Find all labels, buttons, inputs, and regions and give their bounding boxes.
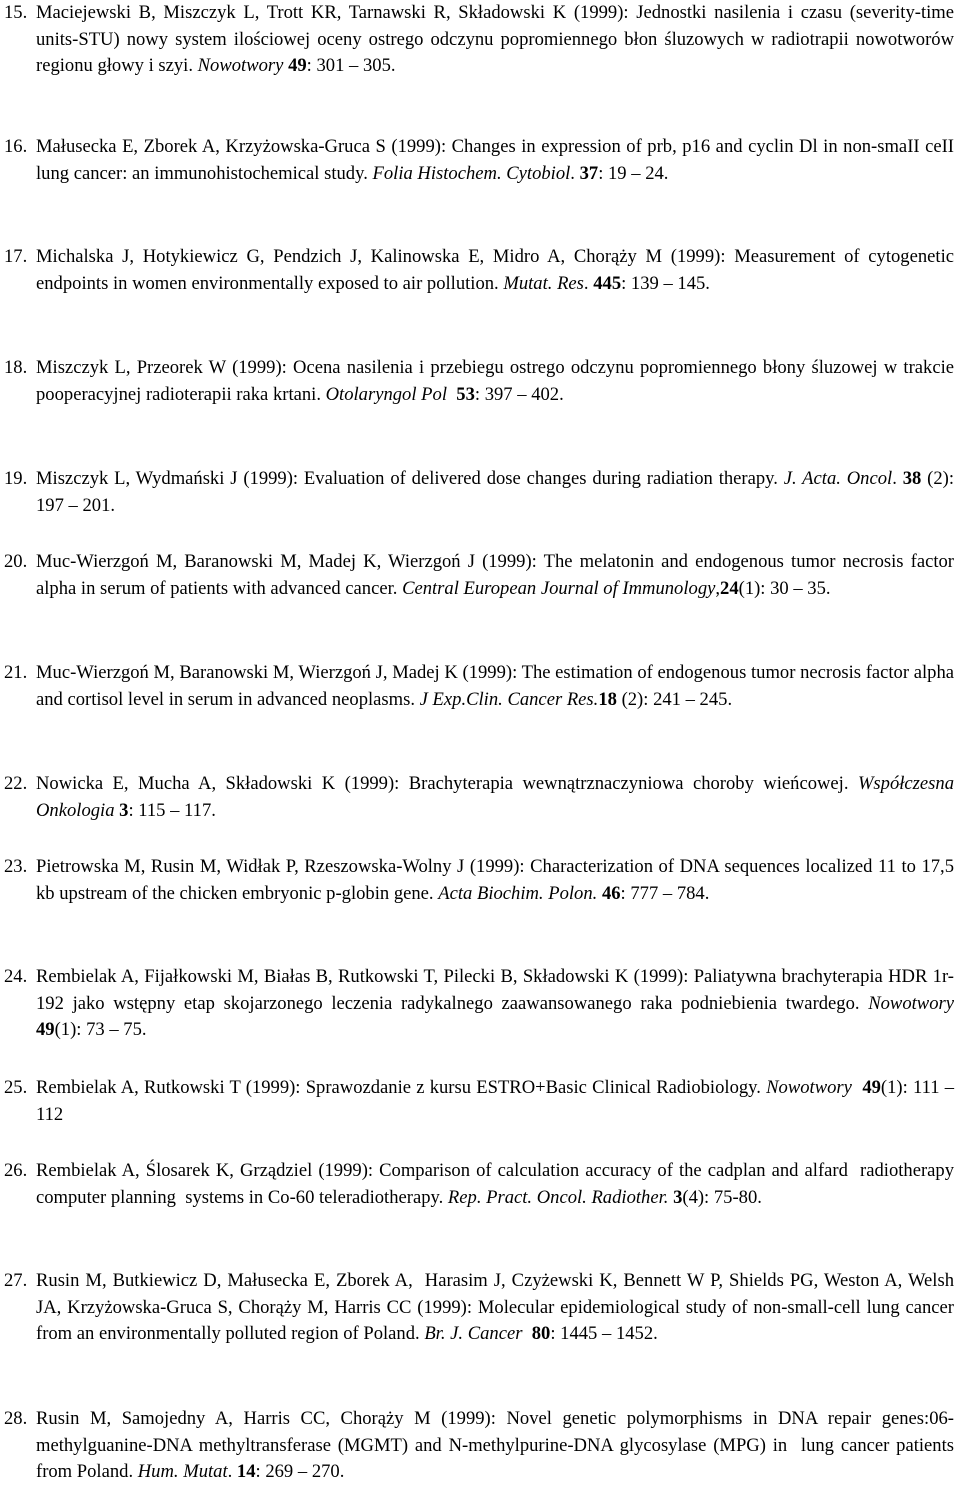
- citation-text: Rusin M, Samojedny A, Harris CC, Chorąży M (1999): Novel genetic polymorphisms in DNA repair genes:06-methylguanine-DNA methyltransferase (MGMT) and N-methylpurine-DNA glycosylase (MPG) in lung cancer patients from Poland.: [36, 1408, 959, 1482]
- reference-text: [36, 134, 959, 187]
- reference-text: [36, 1406, 959, 1486]
- citation-text: .: [583, 272, 594, 294]
- citation-text: (1): 73 – 75.: [54, 1019, 147, 1040]
- citation-text: (1): 30 – 35.: [738, 577, 831, 599]
- citation-text: .: [892, 468, 903, 489]
- volume-number: 3: [119, 799, 129, 821]
- citation-text: [447, 384, 456, 405]
- citation-text: Pietrowska M, Rusin M, Widłak P, Rzeszowska-Wolny J (1999): Characterization of DNA sequences localized 11 to 17,5 kb upstream of the chicken embryonic p-globin gene.: [36, 856, 959, 904]
- citation-text: Maciejewski B, Miszczyk L, Trott KR, Tarnawski R, Składowski K (1999): Jednostki nasilenia i czasu (severity-time units-STU) nowy system ilościowej oceny ostrego odczynu popromiennego błon śluzowych w radiotrapii nowotworów regionu głowy i szyi.: [36, 2, 959, 76]
- citation-text: : 1445 – 1452.: [550, 1323, 658, 1344]
- reference-item-15: [4, 0, 959, 80]
- journal-title: Hum. Mutat: [137, 1461, 228, 1482]
- citation-text: : 115 – 117.: [128, 799, 216, 821]
- reference-number: 25.: [4, 1077, 28, 1098]
- citation-text: : 19 – 24.: [598, 162, 669, 184]
- reference-text: [36, 466, 959, 519]
- journal-title: Mutat. Res: [503, 272, 584, 294]
- citation-text: : 139 – 145.: [621, 272, 710, 294]
- volume-number: 24: [720, 577, 739, 599]
- citation-text: Rembielak A, Fijałkowski M, Białas B, Rutkowski T, Pilecki B, Składowski K (1999): Paliatywna brachyterapia HDR 1r-192 jako wstępny etap skojarzonego leczenia radykalnego zaawansowanego raka podniebienia twardego.: [36, 966, 954, 1014]
- reference-number: 16.: [4, 136, 28, 157]
- volume-number: 49: [36, 1019, 55, 1040]
- citation-text: [852, 1077, 862, 1098]
- reference-number: 19.: [4, 468, 28, 489]
- volume-number: 445: [593, 272, 622, 294]
- citation-text: (2): 197 – 201.: [36, 468, 959, 516]
- citation-text: [954, 993, 959, 1014]
- reference-item-24: [4, 964, 954, 1044]
- reference-text: [36, 660, 959, 713]
- volume-number: 49: [288, 55, 307, 76]
- reference-item-18: [4, 355, 959, 408]
- citation-text: [522, 1323, 531, 1344]
- journal-title: J. Acta. Oncol: [783, 468, 893, 489]
- reference-text: [36, 854, 959, 907]
- reference-item-17: [4, 244, 959, 297]
- citation-text: Miszczyk L, Przeorek W (1999): Ocena nasilenia i przebiegu ostrego odczynu popromiennego błony śluzowej w trakcie pooperacyjnej radioterapii raka krtani.: [36, 357, 959, 405]
- reference-item-23: [4, 854, 959, 907]
- reference-number: 22.: [4, 773, 28, 794]
- citation-text: : 269 – 270.: [255, 1461, 345, 1482]
- volume-number: 18: [598, 688, 617, 710]
- journal-title: Central European Journal of Immunology: [402, 577, 716, 599]
- citation-text: .: [570, 162, 580, 184]
- citation-text: (1): 111 – 112: [36, 1077, 959, 1125]
- reference-item-19: [4, 466, 959, 519]
- reference-number: 20.: [4, 551, 28, 572]
- reference-number: 18.: [4, 357, 28, 378]
- reference-text: [36, 1158, 959, 1211]
- citation-text: Rusin M, Butkiewicz D, Małusecka E, Zborek A, Harasim J, Czyżewski K, Bennett W P, Shields PG, Weston A, Welsh JA, Krzyżowska-Gruca S, Chorąży M, Harris CC (1999): Molecular epidemiological study of non-small-cell lung cancer from an environmentally polluted region of Poland.: [36, 1270, 959, 1344]
- volume-number: 37: [579, 162, 599, 184]
- reference-number: 15.: [4, 2, 28, 23]
- citation-text: Michalska J, Hotykiewicz G, Pendzich J, Kalinowska E, Midro A, Chorąży M (1999): Measurement of cytogenetic endpoints in women environmentally exposed to air pollution.: [36, 246, 959, 294]
- reference-text: [36, 0, 959, 80]
- reference-item-22: [4, 771, 959, 824]
- reference-item-25: [4, 1075, 959, 1128]
- citation-text: Rembielak A, Ślosarek K, Grządziel (1999): Comparison of calculation accuracy of the cadplan and alfard radiotherapy computer planning systems in Co-60 teleradiotherapy.: [36, 1160, 959, 1208]
- reference-text: [36, 964, 954, 1044]
- reference-item-27: [4, 1268, 959, 1348]
- volume-number: 38: [902, 468, 922, 489]
- reference-text: [36, 1268, 959, 1348]
- journal-title: Nowotwory: [197, 55, 284, 76]
- volume-number: 80: [531, 1323, 551, 1344]
- reference-text: [36, 549, 959, 602]
- journal-title: J Exp.Clin. Cancer Res.: [419, 688, 599, 710]
- journal-title: Acta Biochim. Polon.: [438, 882, 598, 904]
- journal-title: Br. J. Cancer: [424, 1323, 523, 1344]
- citation-text: : 397 – 402.: [474, 383, 564, 405]
- citation-text: : 777 – 784.: [620, 882, 710, 904]
- citation-text: .: [227, 1461, 237, 1482]
- reference-item-16: [4, 134, 959, 187]
- reference-number: 28.: [4, 1408, 28, 1429]
- citation-text: ,: [715, 577, 721, 599]
- journal-title: Współczesna Onkologia: [36, 773, 959, 821]
- journal-title: Nowotwory: [766, 1077, 852, 1098]
- citation-text: Muc-Wierzgoń M, Baranowski M, Wierzgoń J, Madej K (1999): The estimation of endogenous tumor necrosis factor alpha and cortisol level in serum in advanced neoplasms.: [36, 662, 959, 710]
- reference-text: [36, 244, 959, 297]
- reference-item-28: [4, 1406, 959, 1486]
- reference-text: [36, 1075, 959, 1128]
- volume-number: 53: [456, 383, 475, 405]
- citation-text: (2): 241 – 245.: [616, 688, 733, 710]
- volume-number: 46: [601, 882, 621, 904]
- reference-text: [36, 355, 959, 408]
- citation-text: : 301 – 305.: [306, 55, 396, 76]
- citation-text: Muc-Wierzgoń M, Baranowski M, Madej K, Wierzgoń J (1999): The melatonin and endogenous tumor necrosis factor alpha in serum of patients with advanced cancer.: [36, 551, 959, 599]
- reference-item-26: [4, 1158, 959, 1211]
- reference-item-21: [4, 660, 959, 713]
- reference-item-20: [4, 549, 959, 602]
- citation-text: Rembielak A, Rutkowski T (1999): Sprawozdanie z kursu ESTRO+Basic Clinical Radiobiology.: [36, 1077, 767, 1098]
- citation-text: Miszczyk L, Wydmański J (1999): Evaluation of delivered dose changes during radiation therapy.: [36, 468, 784, 489]
- journal-title: Rep. Pract. Oncol. Radiother.: [447, 1186, 669, 1208]
- journal-title: Otolaryngol Pol: [325, 383, 447, 405]
- citation-text: Małusecka E, Zborek A, Krzyżowska-Gruca S (1999): Changes in expression of prb, p16 and cyclin Dl in non-smaII ceII lung cancer: an immunohistochemical study.: [36, 136, 959, 184]
- volume-number: 3: [673, 1186, 683, 1208]
- journal-title: Folia Histochem. Cytobiol: [372, 162, 571, 184]
- journal-title: Nowotwory: [868, 992, 954, 1014]
- reference-number: 26.: [4, 1160, 28, 1181]
- reference-number: 17.: [4, 246, 28, 267]
- citation-text: (4): 75-80.: [682, 1186, 762, 1208]
- volume-number: 49: [862, 1077, 881, 1098]
- reference-text: [36, 771, 959, 824]
- reference-number: 24.: [4, 966, 28, 987]
- volume-number: 14: [236, 1461, 256, 1482]
- citation-text: Nowicka E, Mucha A, Składowski K (1999): Brachyterapia wewnątrznaczyniowa choroby wieńcowej.: [36, 773, 858, 794]
- reference-number: 23.: [4, 856, 28, 877]
- reference-number: 27.: [4, 1270, 28, 1291]
- reference-number: 21.: [4, 662, 28, 683]
